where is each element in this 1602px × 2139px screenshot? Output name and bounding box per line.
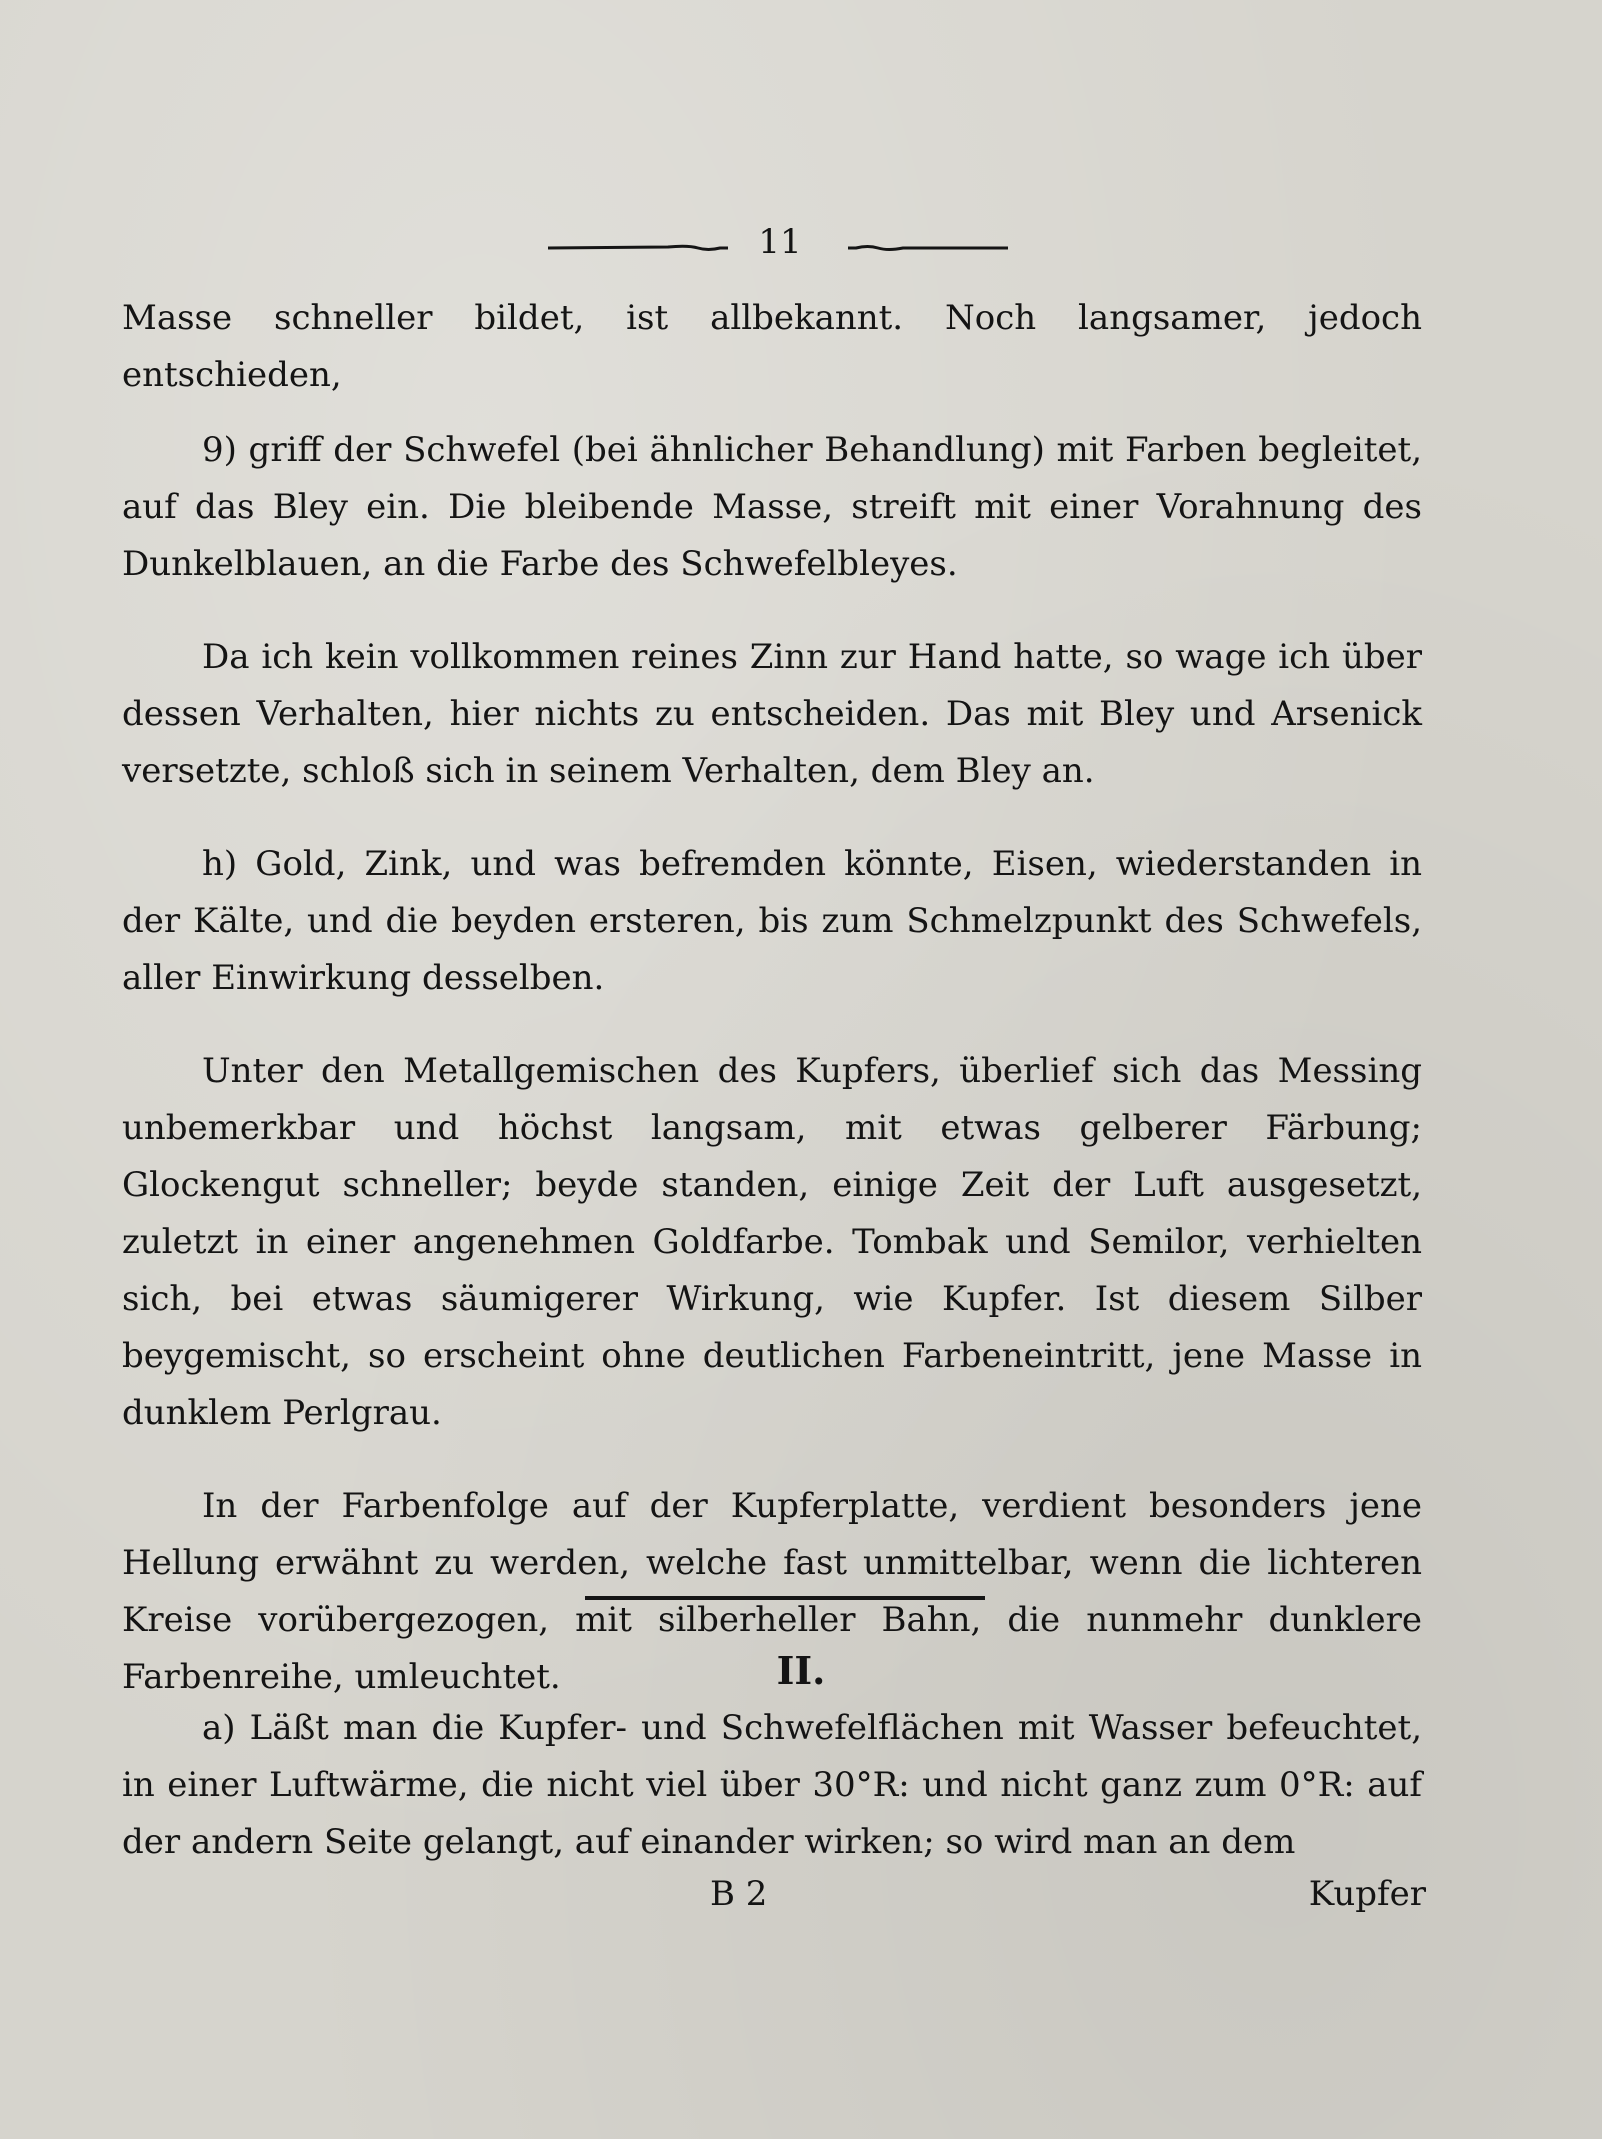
signature-mark: B 2	[710, 1874, 768, 1914]
left-ornament-rule	[548, 244, 728, 252]
paragraph-sulfur-lead: 9) griff der Schwefel (bei ähnlicher Behandlung) mit Farben begleitet, auf das Bley ein. Die bleibende Masse, streift mit einer Vorahnung des Dunkelblauen, an die Farbe des Schwefelbleyes.	[122, 430, 1422, 584]
paragraph-section-a: a) Läßt man die Kupfer- und Schwefelflächen mit Wasser befeuchtet, in einer Luftwärme, die nicht viel über 30°R: und nicht ganz zum 0°R: auf der andern Seite gelangt, auf einander wirken; so wird man an dem	[122, 1708, 1422, 1862]
paragraph-gold-zinc-iron: h) Gold, Zink, und was befremden könnte, Eisen, wiederstanden in der Kälte, und die beyden ersteren, bis zum Schmelzpunkt des Schwefels, aller Einwirkung desselben.	[122, 844, 1422, 998]
paragraph-color-sequence: In der Farbenfolge auf der Kupferplatte, verdient besonders jene Hellung erwähnt zu werden, welche fast unmittelbar, wenn die lichteren Kreise vorübergezogen, mit silberheller Bahn, die nunmehr dunklere Farbenreihe, umleuchtet.	[122, 1486, 1422, 1697]
catchword: Kupfer	[1308, 1874, 1426, 1914]
page-number: 11	[758, 222, 802, 262]
section-heading: II.	[776, 1648, 826, 1693]
paragraph-continuation: Masse schneller bildet, ist allbekannt. Noch langsamer, jedoch entschieden,	[122, 298, 1422, 395]
section-text	[122, 1700, 1422, 1871]
right-ornament-rule	[848, 244, 1008, 252]
paragraph-copper-alloys: Unter den Metallgemischen des Kupfers, überlief sich das Messing unbemerkbar und höchst langsam, mit etwas gelberer Färbung; Glockengut schneller; beyde standen, einige Zeit der Luft ausgesetzt, zuletzt in einer angenehmen Goldfarbe. Tombak und Semilor, verhielten sich, bei etwas säumigerer Wirkung, wie Kupfer. Ist diesem Silber beygemischt, so erscheint ohne deutlichen Farbeneintritt, jene Masse in dunklem Perlgrau.	[122, 1051, 1422, 1433]
page-header	[0, 222, 1602, 272]
main-text	[122, 290, 1422, 1706]
section-divider	[585, 1596, 985, 1600]
paragraph-tin: Da ich kein vollkommen reines Zinn zur Hand hatte, so wage ich über dessen Verhalten, hier nichts zu entscheiden. Das mit Bley und Arsenick versetzte, schloß sich in seinem Verhalten, dem Bley an.	[122, 637, 1422, 791]
